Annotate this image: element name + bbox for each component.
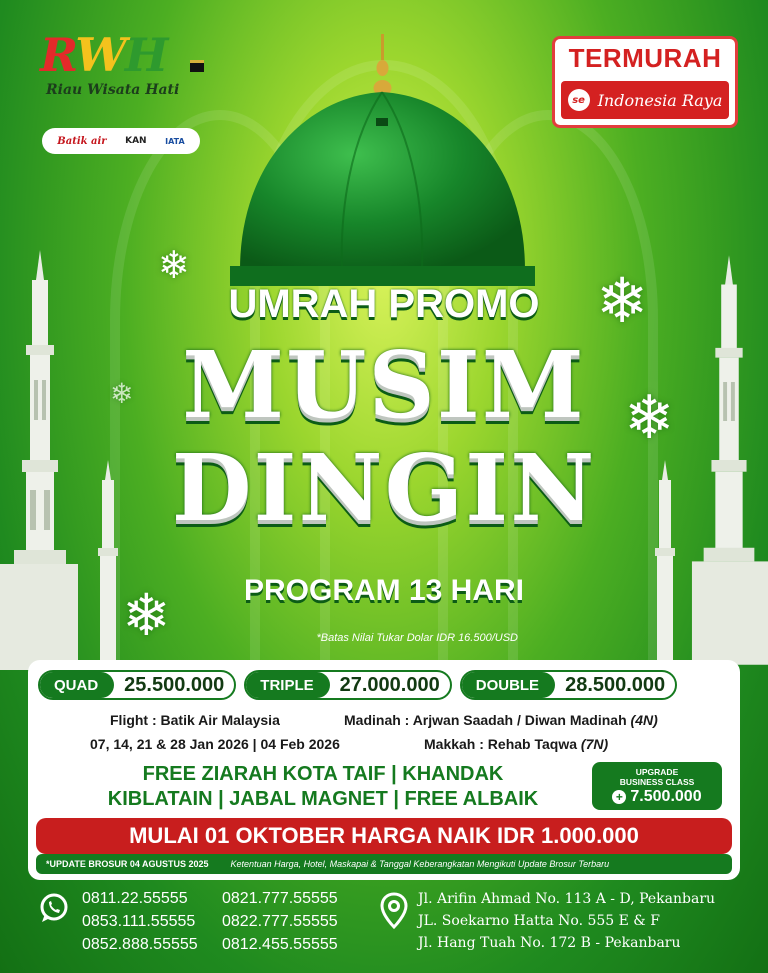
phone-number[interactable]: 0811.22.55555 xyxy=(82,890,188,907)
se-logo-icon: se xyxy=(568,89,590,111)
makkah-hotel-text: Makkah : Rehab Taqwa xyxy=(424,736,578,752)
partner-logos xyxy=(42,128,200,154)
exchange-rate-note: *Batas Nilai Tukar Dolar IDR 16.500/USD xyxy=(316,632,518,644)
madinah-hotel-text: Madinah : Arjwan Saadah / Diwan Madinah xyxy=(344,712,627,728)
phone-list xyxy=(82,888,362,956)
logo-text xyxy=(40,30,215,80)
free-extras-line: FREE ZIARAH KOTA TAIF | KHANDAK xyxy=(142,763,504,785)
package-info-panel xyxy=(28,660,740,880)
price-value: 25.500.000 xyxy=(124,673,225,696)
logo-letter-h: H xyxy=(124,28,167,82)
price-value: 28.500.000 xyxy=(565,673,666,696)
phone-number[interactable]: 0822.777.55555 xyxy=(222,913,338,930)
update-disclaimer: Ketentuan Harga, Hotel, Maskapai & Tanggal Keberangkatan Mengikuti Update Brosur Terbaru xyxy=(230,859,610,869)
headline-musim: MUSIM xyxy=(182,331,586,439)
phone-number[interactable]: 0821.777.55555 xyxy=(222,890,338,907)
badge-subtitle: Indonesia Raya xyxy=(597,90,723,110)
snowflake-icon: ❄ xyxy=(110,377,134,410)
update-bar xyxy=(36,854,732,874)
snowflake-icon: ❄ xyxy=(624,383,675,453)
price-value: 27.000.000 xyxy=(339,673,440,696)
free-extras xyxy=(58,762,588,812)
whatsapp-icon xyxy=(38,892,70,924)
phone-number[interactable]: 0852.888.55555 xyxy=(82,936,198,953)
price-label: QUAD xyxy=(40,672,114,698)
madinah-hotel xyxy=(344,712,658,728)
iata-logo: IATA xyxy=(165,136,185,146)
headline-program: PROGRAM 13 HARI xyxy=(243,574,525,607)
upgrade-price xyxy=(592,787,722,807)
plus-icon: + xyxy=(612,790,626,804)
phone-number[interactable]: 0812.455.55555 xyxy=(222,936,338,953)
address-line: Jl. Hang Tuah No. 172 B - Pekanbaru xyxy=(418,935,681,951)
address-line: Jl. Arifin Ahmad No. 113 A - D, Pekanbaru xyxy=(418,891,716,907)
logo-letter-r: R xyxy=(40,28,76,82)
brand-tagline: Riau Wisata Hati xyxy=(46,82,180,98)
batik-air-logo: Batik air xyxy=(57,135,107,147)
snowflake-icon: ❄ xyxy=(122,581,171,649)
kaaba-icon xyxy=(190,60,204,72)
upgrade-price-value: 7.500.000 xyxy=(630,788,702,805)
price-triple xyxy=(244,670,451,700)
badge-subtitle-bar xyxy=(561,81,729,119)
address-line: JL. Soekarno Hatta No. 555 E & F xyxy=(418,913,660,929)
logo-letter-w: W xyxy=(75,28,125,82)
snowflake-icon: ❄ xyxy=(596,264,648,337)
green-dome-illustration xyxy=(200,30,570,290)
headline-umrah-promo: UMRAH PROMO xyxy=(228,282,540,326)
price-label: TRIPLE xyxy=(246,672,329,698)
price-increase-banner: MULAI 01 OKTOBER HARGA NAIK IDR 1.000.000 xyxy=(36,818,732,854)
kan-logo: KAN xyxy=(125,136,147,146)
termurah-badge xyxy=(552,36,738,128)
contact-footer xyxy=(0,884,768,973)
price-label: DOUBLE xyxy=(462,672,555,698)
makkah-nights: (7N) xyxy=(580,736,609,752)
location-pin-icon xyxy=(380,892,408,930)
phone-number[interactable]: 0853.111.55555 xyxy=(82,913,196,930)
update-date: *UPDATE BROSUR 04 AGUSTUS 2025 xyxy=(46,859,209,869)
departure-dates: 07, 14, 21 & 28 Jan 2026 | 04 Feb 2026 xyxy=(90,736,340,752)
upgrade-business-class-box xyxy=(592,762,722,810)
upgrade-title-line: UPGRADE xyxy=(635,767,679,777)
price-list xyxy=(38,670,677,700)
address-list xyxy=(418,888,715,954)
makkah-hotel xyxy=(424,736,608,752)
brand-logo xyxy=(40,30,215,98)
free-extras-line: KIBLATAIN | JABAL MAGNET | FREE ALBAIK xyxy=(107,788,539,810)
madinah-nights: (4N) xyxy=(630,712,658,728)
upgrade-title xyxy=(592,762,722,787)
flight-info: Flight : Batik Air Malaysia xyxy=(110,712,280,728)
badge-title: TERMURAH xyxy=(568,43,722,73)
price-double xyxy=(460,670,677,700)
snowflake-icon: ❄ xyxy=(158,243,190,287)
headline-dingin: DINGIN xyxy=(171,434,597,542)
upgrade-title-line: BUSINESS CLASS xyxy=(619,777,695,787)
price-quad xyxy=(38,670,236,700)
